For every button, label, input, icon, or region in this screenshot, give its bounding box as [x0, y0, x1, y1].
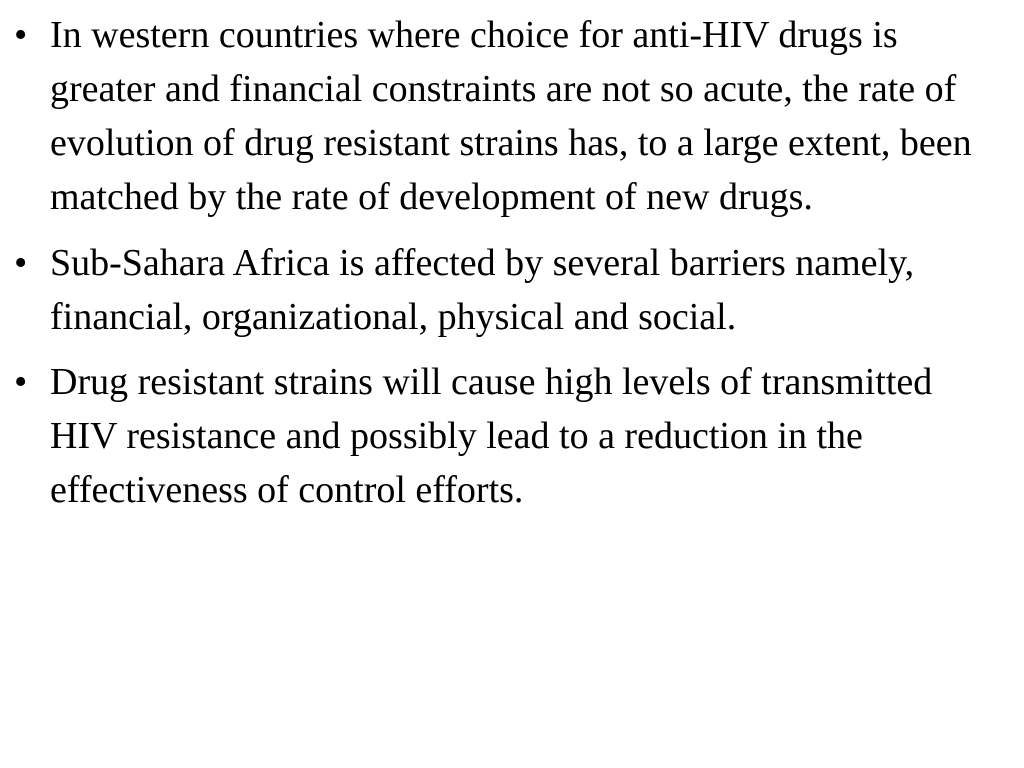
- bullet-list: [14, 8, 1004, 529]
- bullet-text: In western countries where choice for anti-HIV drugs is greater and financial constraints are not so acute, the rate of evolution of drug resistant strains has, to a large extent, been matched by the rate of development of new drugs.: [50, 14, 972, 218]
- bullet-text: Drug resistant strains will cause high levels of transmitted HIV resistance and possibly lead to a reduction in the effectiveness of control efforts.: [50, 361, 933, 511]
- bullet-item: [14, 8, 1004, 224]
- bullet-marker: •: [14, 14, 28, 56]
- bullet-marker: •: [14, 242, 28, 284]
- bullet-item: [14, 236, 1004, 344]
- bullet-marker: •: [14, 361, 28, 403]
- bullet-item: [14, 355, 1004, 517]
- bullet-text: Sub-Sahara Africa is affected by several barriers namely, financial, organizational, physical and social.: [50, 242, 915, 338]
